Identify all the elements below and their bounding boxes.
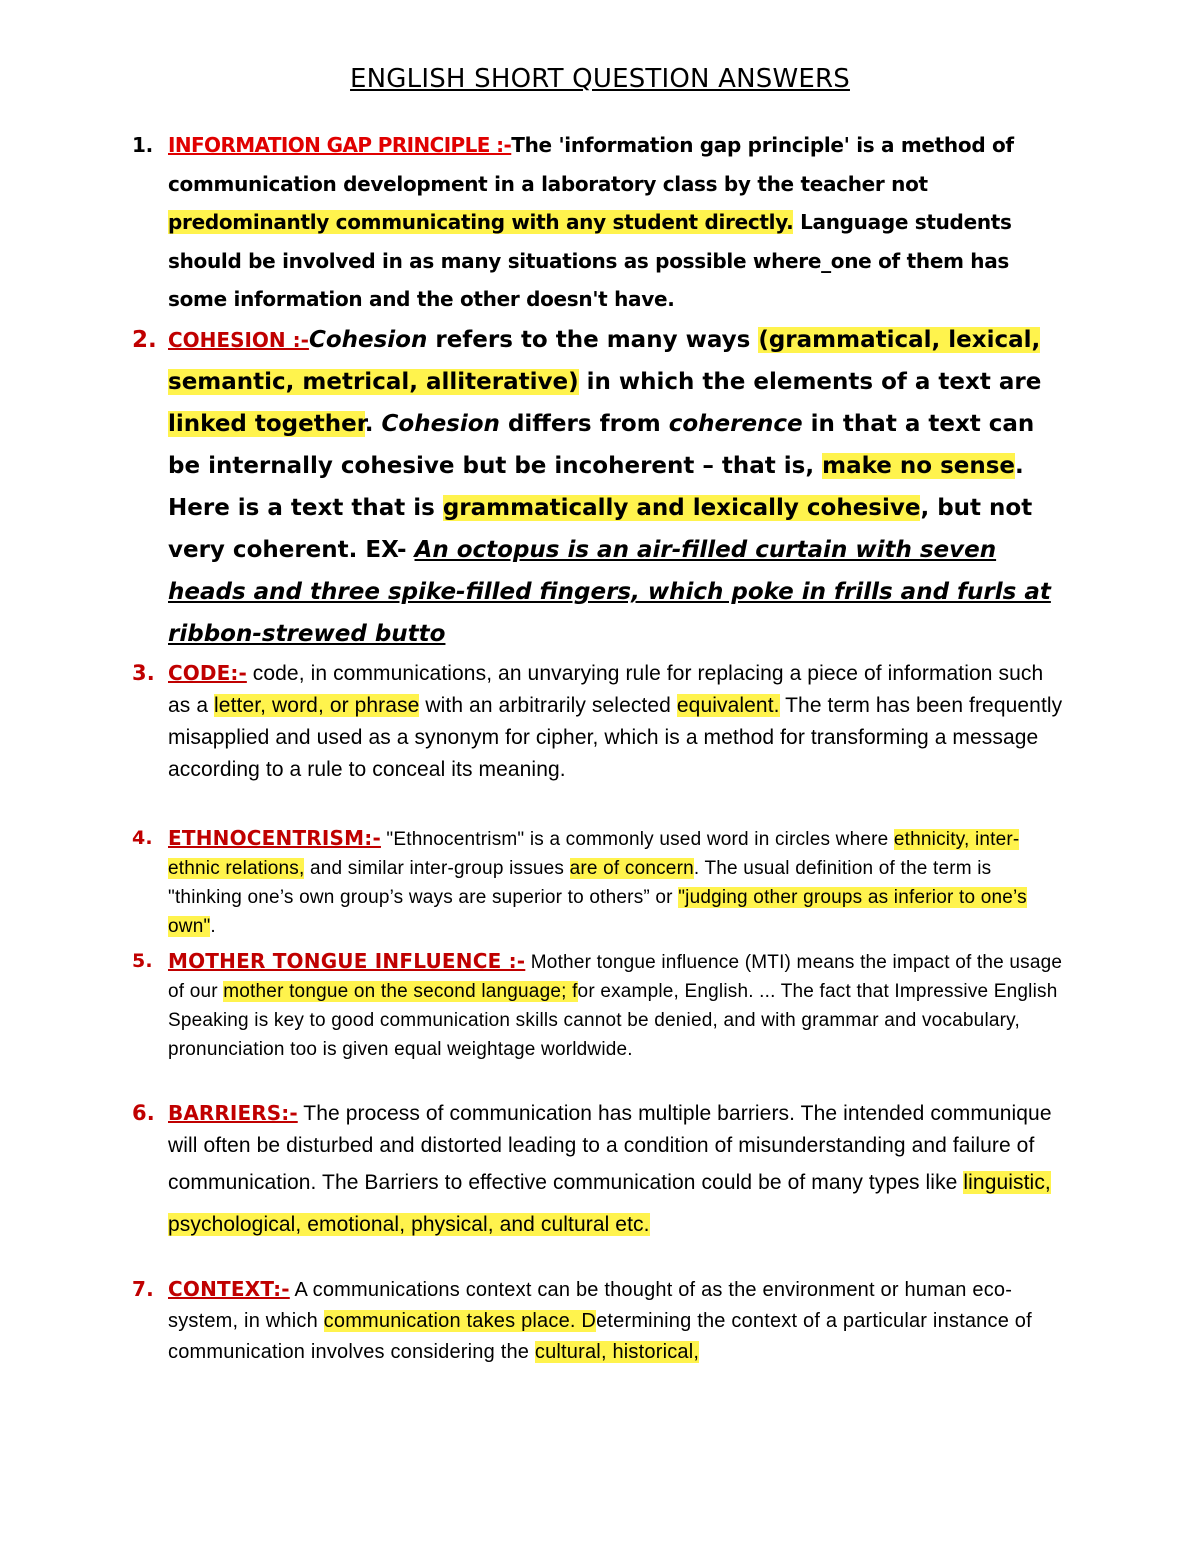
highlighted-text: grammatically and lexically cohesive bbox=[442, 495, 921, 521]
item-term: BARRIERS:- bbox=[168, 1101, 298, 1125]
item-number: 1. bbox=[132, 133, 153, 157]
highlighted-text: linguistic, psychological, emotional, physical, and cultural etc. bbox=[168, 1171, 1051, 1236]
item-text: "Ethnocentrism" is a commonly used word in circles where bbox=[380, 829, 894, 850]
highlighted-text: "judging other groups as inferior to one’s own" bbox=[168, 887, 1027, 937]
item-text: etermining the context of a particular instance of communication involves considering the bbox=[168, 1310, 1032, 1363]
item-text: or example, English. ... The fact that Impressive English Speaking is key to good communication skills cannot be denied, and with grammar and vocabulary, pronunciation too is given equal weightage worldwide. bbox=[168, 981, 1058, 1060]
list-item-context bbox=[132, 1274, 1068, 1368]
italic-term: Cohesion bbox=[381, 411, 500, 437]
item-text: A communications context can be thought of as the environment or human eco-system, in which bbox=[168, 1279, 1013, 1332]
item-text: Language students should be involved in as many situations as possible where_one of them has some information and the other doesn't have. bbox=[168, 210, 1012, 311]
highlighted-text: letter, word, or phrase bbox=[214, 694, 420, 717]
italic-term: coherence bbox=[668, 411, 803, 437]
item-text: . bbox=[210, 916, 216, 937]
item-number: 2. bbox=[132, 327, 157, 353]
highlighted-text: ethnicity, inter-ethnic relations, bbox=[168, 829, 1020, 879]
item-term: ETHNOCENTRISM:- bbox=[168, 826, 381, 850]
highlighted-text: make no sense bbox=[822, 453, 1016, 479]
item-text: The 'information gap principle' is a method of communication development in a laboratory class by the teacher not bbox=[168, 133, 1014, 196]
item-text: The process of communication has multiple barriers. The intended communique will often be disturbed and distorted leading to a condition of misunderstanding and failure of communication. The Barriers to effective communication could be of many types like bbox=[168, 1102, 1052, 1194]
list-item-barriers bbox=[132, 1097, 1068, 1246]
item-text: in that a text can be internally cohesive but be incoherent – that is, bbox=[168, 411, 1035, 479]
list-item-mother-tongue-influence bbox=[132, 947, 1068, 1064]
item-text: . bbox=[364, 411, 382, 437]
list-item-information-gap bbox=[132, 126, 1068, 319]
highlighted-text: mother tongue on the second language; f bbox=[223, 981, 578, 1002]
item-number: 4. bbox=[132, 827, 153, 849]
page-title: ENGLISH SHORT QUESTION ANSWERS bbox=[350, 64, 850, 94]
item-number: 7. bbox=[132, 1277, 154, 1301]
item-number: 6. bbox=[132, 1101, 155, 1125]
item-text: in which the elements of a text are bbox=[578, 369, 1042, 395]
highlighted-text: equivalent. bbox=[676, 694, 780, 717]
item-term: MOTHER TONGUE INFLUENCE :- bbox=[168, 949, 526, 973]
item-text: The term has been frequently misapplied and used as a synonym for cipher, which is a method for transforming a message according to a rule to conceal its meaning. bbox=[168, 694, 1063, 781]
italic-term: Cohesion bbox=[308, 327, 428, 353]
highlighted-text: predominantly communicating with any student directly. bbox=[168, 210, 794, 234]
highlighted-text: (grammatical, lexical, semantic, metrical, alliterative) bbox=[168, 327, 1041, 395]
list-item-code bbox=[132, 657, 1068, 786]
item-text: code, in communications, an unvarying rule for replacing a piece of information such as a bbox=[168, 662, 1044, 717]
highlighted-text: linked together bbox=[168, 411, 365, 437]
highlighted-text: communication takes place. D bbox=[323, 1310, 597, 1332]
item-text: . The usual definition of the term is "thinking one’s own group’s ways are superior to others” or bbox=[168, 858, 992, 908]
item-number: 3. bbox=[132, 661, 155, 685]
item-text: with an arbitrarily selected bbox=[419, 694, 677, 717]
item-text: refers to the many ways bbox=[427, 327, 759, 353]
list-item-ethnocentrism bbox=[132, 824, 1068, 941]
item-text: and similar inter-group issues bbox=[304, 858, 570, 879]
highlighted-text: are of concern bbox=[569, 858, 694, 879]
item-text: , but not very coherent. EX- bbox=[168, 495, 1033, 563]
highlighted-text: cultural, historical, bbox=[534, 1341, 700, 1363]
item-term: COHESION :- bbox=[168, 328, 309, 352]
example-sentence: An octopus is an air-filled curtain with seven heads and three spike-filled fingers, which poke in frills and furls at ribbon-strewed butto bbox=[168, 537, 1051, 647]
item-term: CODE:- bbox=[168, 661, 247, 685]
item-term: INFORMATION GAP PRINCIPLE :- bbox=[168, 133, 512, 157]
list-item-cohesion bbox=[132, 319, 1068, 655]
item-term: CONTEXT:- bbox=[168, 1277, 290, 1301]
item-text: differs from bbox=[499, 411, 669, 437]
item-text: . Here is a text that is bbox=[168, 453, 1024, 521]
item-text: Mother tongue influence (MTI) means the impact of the usage of our bbox=[168, 952, 1063, 1002]
item-number: 5. bbox=[132, 950, 153, 972]
